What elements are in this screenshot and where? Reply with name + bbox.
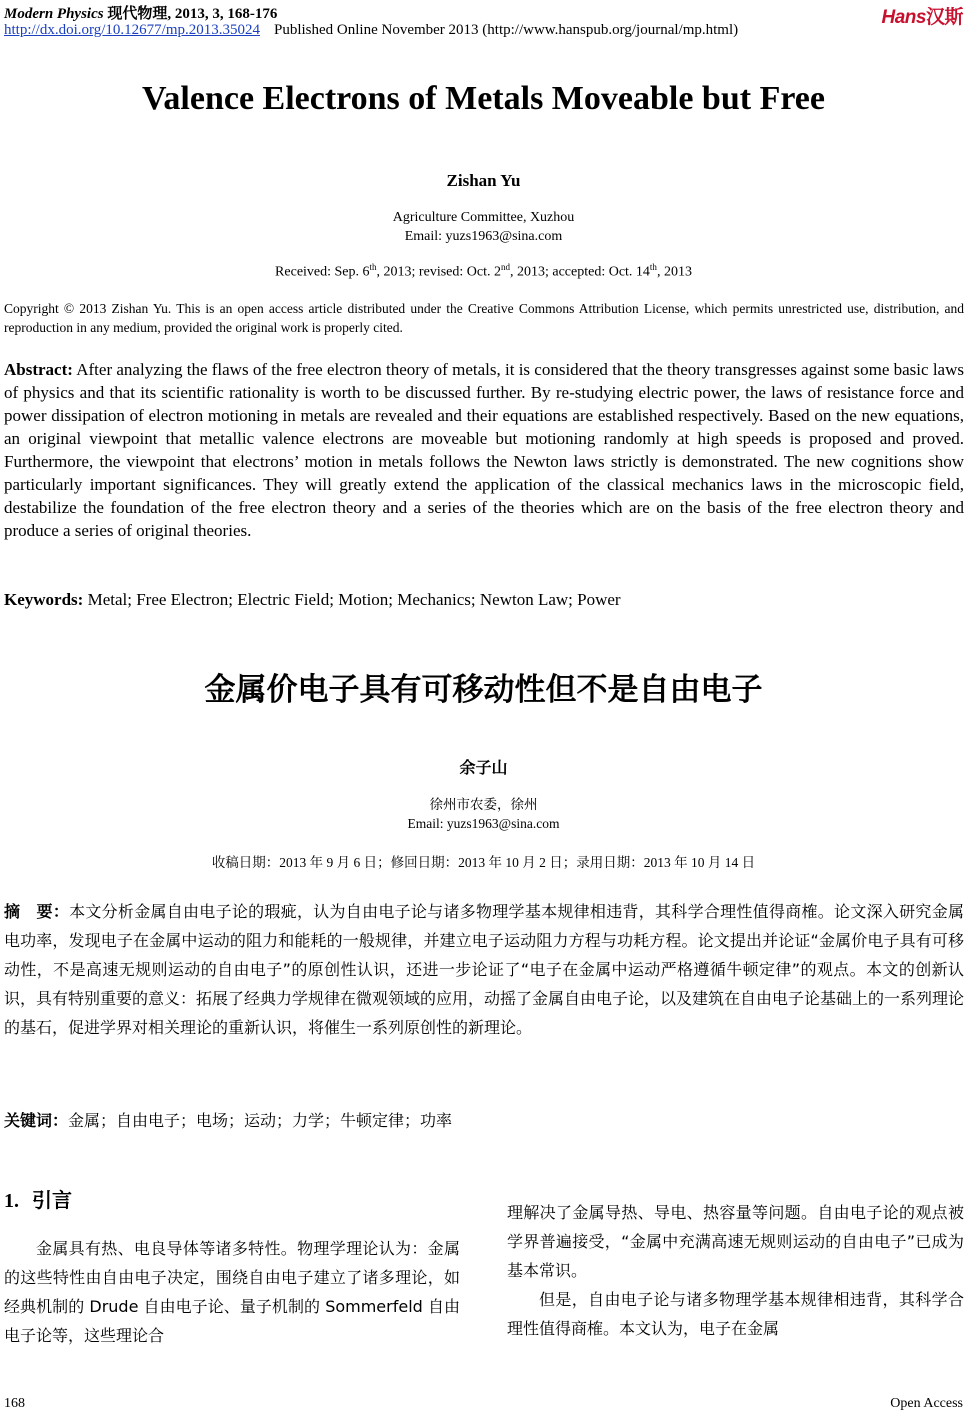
abstract-text: After analyzing the flaws of the free electron theory of metals, it is considered that the theory transgresses against some basic laws of physics and that its scientific rationality is worth to be discussed further. By re-studying electric power, the laws of resistance force and power dissipation of electron motioning in metals are revealed and their equations are established respectively. Based on the new equations, an original viewpoint that metallic valence electrons are moveable but motioning randomly at high speeds is proposed and proved. Furthermore, the viewpoint that electrons’ motion in metals follows the Newton laws strictly is demonstrated. The new cognitions show particularly important significances. They will greatly extend the application of the classical mechanics laws in the microscopic field, destabilize the foundation of the free electron theory and a series of the theories which are on the basis of the free electron theory and produce a series of original theories. [4,360,964,540]
doi-link[interactable]: http://dx.doi.org/10.12677/mp.2013.35024 [4,22,260,38]
doi-line [4,22,738,39]
affiliation-block [0,208,967,246]
body-column-right [507,1198,964,1343]
author-email: Email: yuzs1963@sina.com [404,229,563,244]
affiliation: Agriculture Committee, Xuzhou [392,210,575,225]
journal-header [4,2,277,23]
abstract-en [4,358,964,542]
keywords-cn [4,1108,452,1131]
open-access-label: Open Access [890,1396,963,1411]
publish-info: Published Online November 2013 (http://www.hanspub.org/journal/mp.html) [273,22,739,38]
affiliation-cn: 徐州市农委，徐州 [429,797,538,812]
section-title: 引言 [31,1188,72,1212]
revised-sup: nd [500,262,510,272]
page-number: 168 [4,1396,25,1411]
keywords-text-cn: 金属；自由电子；电场；运动；力学；牛顿定律；功率 [68,1111,453,1130]
keywords-label: Keywords: [4,590,84,609]
body-column-left [4,1234,460,1350]
abstract-cn [4,897,964,1042]
dates-line [0,262,967,281]
body-paragraph: 理解决了金属导热、导电、热容量等问题。自由电子论的观点被学界普遍接受，“金属中充满高速无规则运动的自由电子”已成为基本常识。 [507,1203,964,1280]
accepted-date: , 2013; accepted: Oct. 14 [509,264,650,280]
paper-title: Valence Electrons of Metals Moveable but Free [141,80,825,117]
abstract-label-cn: 摘 要： [4,902,70,921]
revised-date: , 2013; revised: Oct. 2 [376,264,501,280]
abstract-label: Abstract: [4,360,73,379]
logo-latin: Hans [881,7,926,28]
publisher-logo [882,2,963,29]
accepted-sup: th [649,262,657,272]
copyright-notice: Copyright © 2013 Zishan Yu. This is an open access article distributed under the Creative Commons Attribution License, which permits unrestricted use, distribution, and reproduction in any medium, provided the original work is properly cited. [4,301,964,335]
section-number: 1. [4,1190,19,1212]
body-paragraph: 但是，自由电子论与诸多物理学基本规律相违背，其科学合理性值得商榷。本文认为，电子在金属 [507,1290,964,1338]
keywords-text: Metal; Free Electron; Electric Field; Motion; Mechanics; Newton Law; Power [83,590,621,609]
author-name-cn: 余子山 [459,758,508,777]
journal-info: 现代物理, 2013, 3, 168-176 [107,6,278,22]
dates-line-cn: 收稿日期：2013 年 9 月 6 日；修回日期：2013 年 10 月 2 日；录用日期：2013 年 10 月 14 日 [211,855,756,870]
dates-tail: , 2013 [656,264,692,280]
received-date: Received: Sep. 6 [275,264,370,280]
author-name: Zishan Yu [446,171,521,190]
author-email-cn: Email: yuzs1963@sina.com [407,816,560,831]
affiliation-block-cn [0,795,967,833]
received-sup: th [369,262,377,272]
paper-title-cn: 金属价电子具有可移动性但不是自由电子 [204,672,763,708]
abstract-text-cn: 本文分析金属自由电子论的瑕疵，认为自由电子论与诸多物理学基本规律相违背，其科学合理性值得商榷。论文深入研究金属电功率，发现电子在金属中运动的阻力和能耗的一般规律，并建立电子运动阻力方程与功耗方程。论文提出并论证“金属价电子具有可移动性，不是高速无规则运动的自由电子”的原创性认识，还进一步论证了“电子在金属中运动严格遵循牛顿定律”的观点。本文的创新认识，具有特别重要的意义：拓展了经典力学规律在微观领域的应用，动摇了金属自由电子论，以及建筑在自由电子论基础上的一系列理论的基石，促进学界对相关理论的重新认识，将催生一系列原创性的新理论。 [4,902,965,1037]
logo-chinese: 汉斯 [925,7,963,28]
body-paragraph: 金属具有热、电良导体等诸多特性。物理学理论认为：金属的这些特性由自由电子决定，围绕自由电子建立了诸多理论，如经典机制的 Drude 自由电子论、量子机制的 Sommerfeld 自由电子论等，这些理论合 [4,1239,460,1345]
section-heading [4,1184,72,1213]
keywords-en [4,590,964,610]
keywords-label-cn: 关键词： [4,1111,69,1130]
journal-name: Modern Physics [4,6,104,22]
